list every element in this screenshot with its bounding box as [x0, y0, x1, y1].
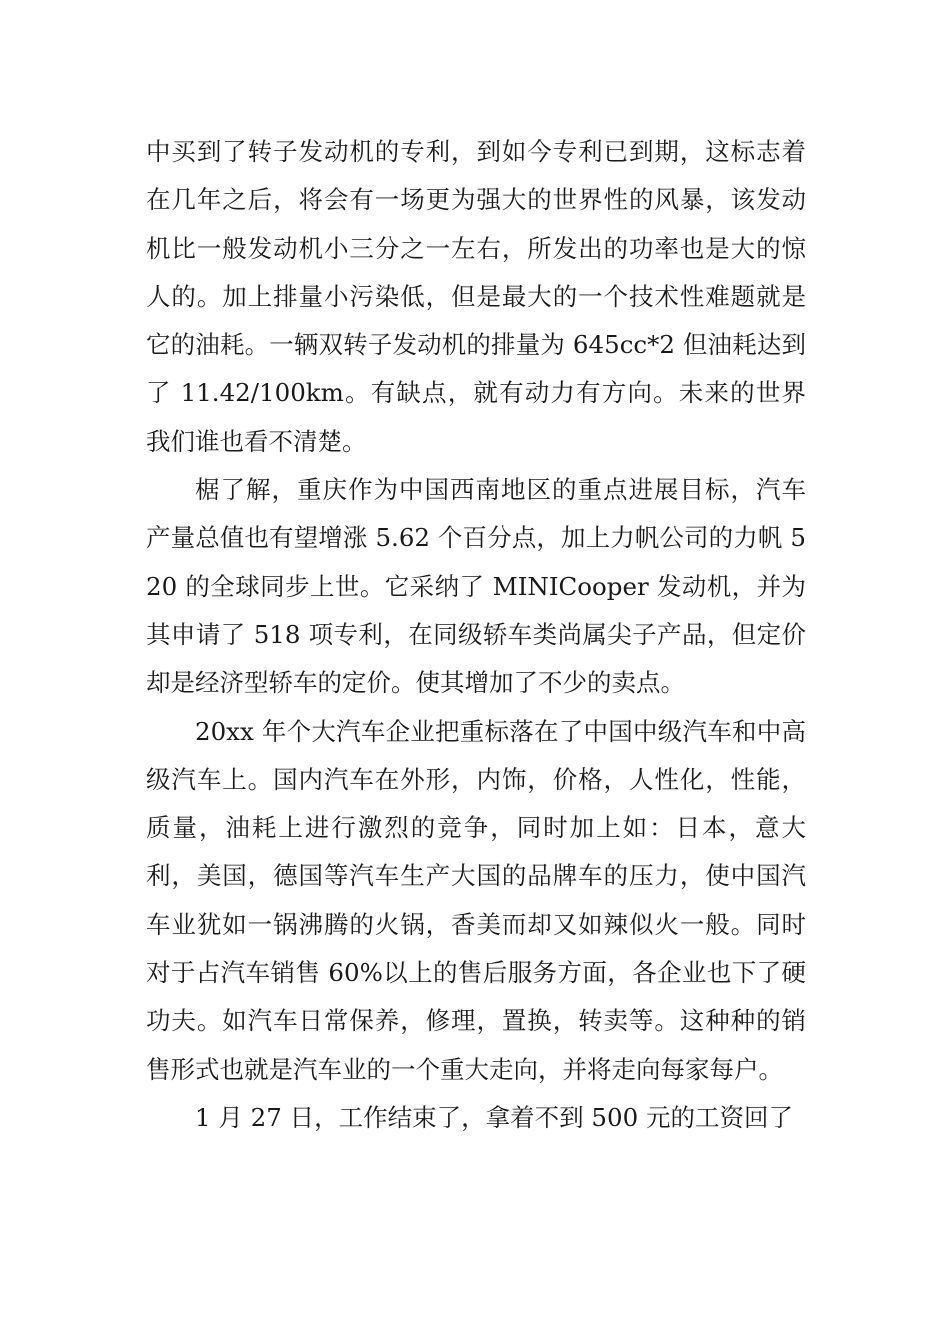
paragraph-4: 1 月 27 日，工作结束了，拿着不到 500 元的工资回了 [195, 1102, 793, 1132]
paragraph-3: 20xx 年个大汽车企业把重标落在了中国中级汽车和中高级汽车上。国内汽车在外形，内饰，价格，人性化，性能，质量，油耗上进行激烈的竞争，同时加上如：日本，意大利，美国，德国等汽车生产大国的品牌车的压力，使中国汽车业犹如一锅沸腾的火锅，香美而却又如辣似火一般。同时对于占汽车销售 60%以上的售后服务方面，各企业也下了硬功夫。如汽车日常保养，修理，置换，转卖等。这种种的销售形式也就是汽车业的一个重大走向，并将走向每家每户。 [146, 716, 806, 1084]
document-body [146, 128, 806, 1142]
paragraph-2: 椐了解，重庆作为中国西南地区的重点进展目标，汽车产量总值也有望增涨 5.62 个百分点，加上力帆公司的力帆 520 的全球同步上世。它采纳了 MINICooper 发动机，并为其申请了 518 项专利，在同级轿车类尚属尖子产品，但定价却是经济型轿车的定价。使其增加了不少的卖点。 [146, 475, 806, 698]
paragraph-1: 中买到了转子发动机的专利，到如今专利已到期，这标志着在几年之后，将会有一场更为强大的世界性的风暴，该发动机比一般发动机小三分之一左右，所发出的功率也是大的惊人的。加上排量小污染低，但是最大的一个技术性难题就是它的油耗。一辆双转子发动机的排量为 645cc*2 但油耗达到了 11.42/100km。有缺点，就有动力有方向。未来的世界我们谁也看不清楚。 [146, 137, 806, 456]
